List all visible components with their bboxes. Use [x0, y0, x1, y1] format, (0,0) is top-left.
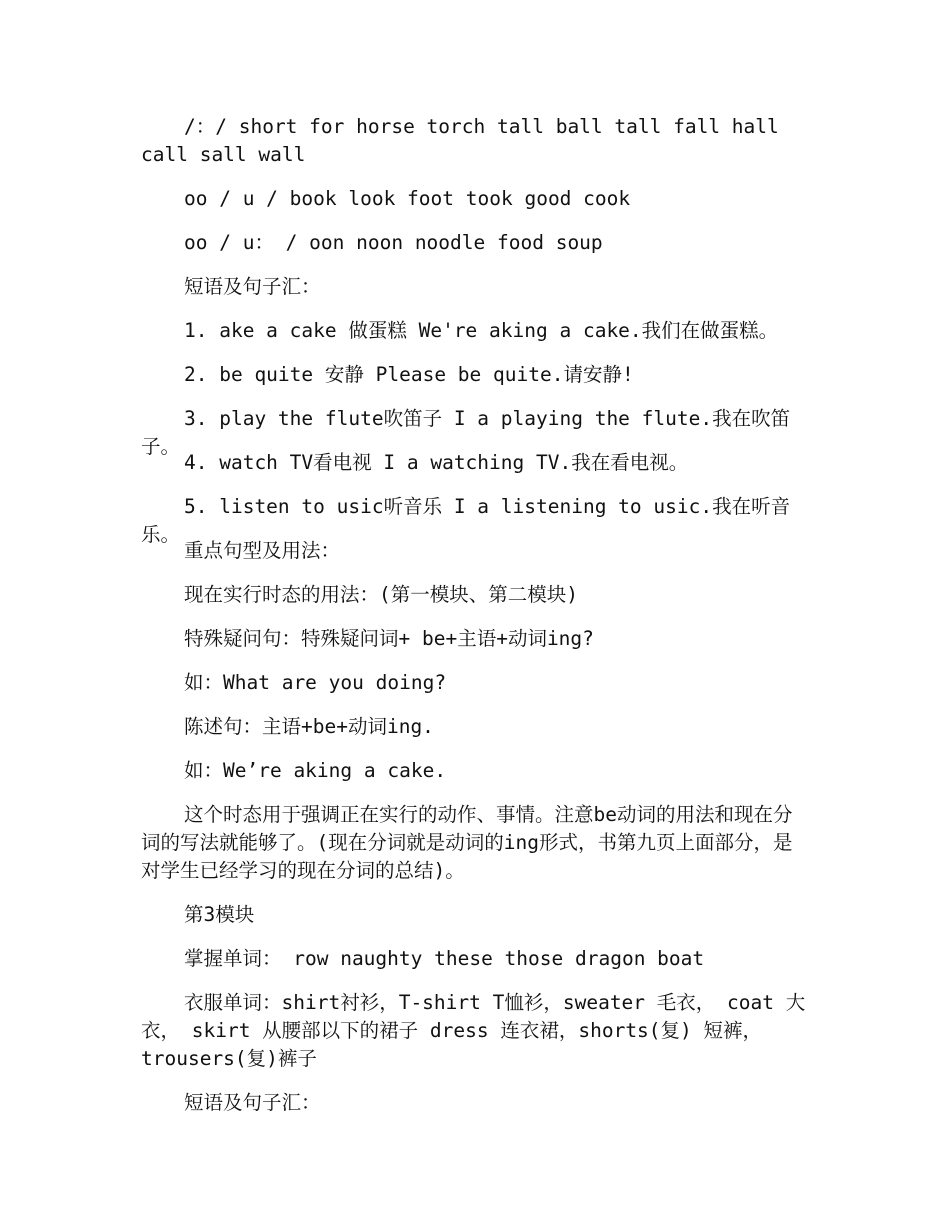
- vocabulary-line: 掌握单词： row naughty these those dragon boat: [184, 947, 705, 970]
- phrase-item-5: 5. listen to usic听音乐 I a listening to usic.我在听音乐。: [141, 495, 791, 546]
- section-heading-phrases: 短语及句子汇：: [184, 275, 321, 298]
- grammar-example-question: 如：What are you doing?: [184, 671, 447, 694]
- module-heading: 第3模块: [184, 903, 255, 926]
- phonics-line-oo-short: oo / u / book look foot took good cook: [184, 187, 631, 210]
- grammar-explanation-paragraph: 这个时态用于强调正在实行的动作、事情。注意be动词的用法和现在分词的写法就能够了。(现在分词就是动词的ing形式，书第九页上面部分，是对学生已经学习的现在分词的总结)。: [141, 803, 793, 882]
- section-heading-phrases-2: 短语及句子汇：: [184, 1091, 321, 1114]
- phrase-item-1: 1. ake a cake 做蛋糕 We're aking a cake.我们在做蛋糕。: [184, 319, 779, 342]
- phrase-item-4: 4. watch TV看电视 I a watching TV.我在看电视。: [184, 451, 689, 474]
- clothing-vocabulary-paragraph: 衣服单词：shirt衬衫，T-shirt T恤衫，sweater 毛衣， coat 大衣， skirt 从腰部以下的裙子 dress 连衣裙，shorts(复) 短裤，trousers(复)裤子: [141, 991, 806, 1070]
- grammar-line-usage: 现在实行时态的用法：(第一模块、第二模块): [184, 583, 578, 606]
- section-heading-sentence-patterns: 重点句型及用法：: [184, 539, 341, 562]
- phonics-line-or: /：/ short for horse torch tall ball tall fall hall call sall wall: [141, 115, 779, 166]
- grammar-line-statement: 陈述句：主语+be+动词ing.: [184, 715, 434, 738]
- grammar-line-question: 特殊疑问句：特殊疑问词+ be+主语+动词ing?: [184, 627, 594, 650]
- phrase-item-2: 2. be quite 安静 Please be quite.请安静!: [184, 363, 634, 386]
- grammar-example-statement: 如：We’re aking a cake.: [184, 759, 447, 782]
- phrase-item-3: 3. play the flute吹笛子 I a playing the flute.我在吹笛子。: [141, 407, 791, 458]
- phonics-line-oo-long: oo / u： / oon noon noodle food soup: [184, 231, 603, 254]
